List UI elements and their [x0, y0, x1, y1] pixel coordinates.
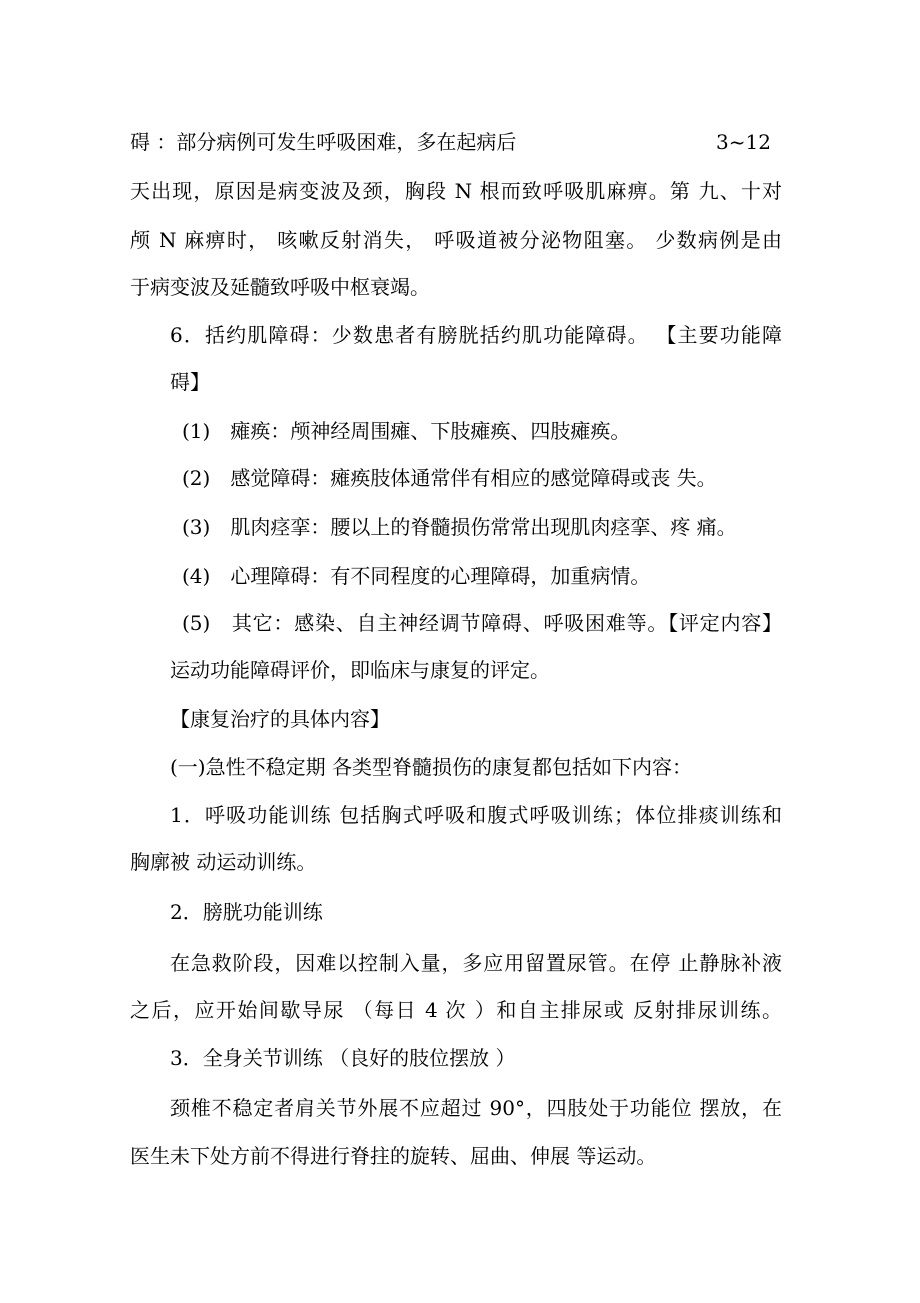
- assessment-text: 运动功能障碍评价，即临床与康复的评定。: [170, 658, 550, 682]
- acute-phase-line: (一)急性不稳定期 各类型脊髓损伤的康复都包括如下内容：: [170, 755, 692, 779]
- section-heading: 【康复治疗的具体内容】: [170, 707, 390, 731]
- list-item-3: 3．全身关节训练 （良好的肢位摆放 ）: [170, 1046, 516, 1070]
- paragraph-line: 于病变波及延髓致呼吸中枢衰竭。: [130, 275, 430, 299]
- sub-item-3: (3) 肌肉痉挛：腰以上的脊髓损伤常常出现肌肉痉挛、疼 痛。: [182, 515, 737, 539]
- list-item-6: 6．括约肌障碍：少数患者有膀胱括约肌功能障碍。 【主要功能障: [170, 323, 782, 347]
- sub-item-1: (1) 瘫痪：颅神经周围瘫、下肢瘫痪、四肢瘫痪。: [182, 419, 631, 443]
- paragraph-line: 颈椎不稳定者肩关节外展不应超过 90°，四肢处于功能位 摆放，在: [170, 1096, 782, 1120]
- list-item-6-continuation: 碍】: [170, 370, 210, 394]
- paragraph-line: 碍 ：部分病例可发生呼吸困难，多在起病后: [130, 130, 517, 154]
- sub-item-4: (4) 心理障碍：有不同程度的心理障碍，加重病情。: [182, 564, 651, 588]
- paragraph-line-number: 3~12: [716, 130, 771, 154]
- paragraph-line: 之后，应开始间歇导尿 （每日 4 次 ）和自主排尿或 反射排尿训练。: [130, 998, 782, 1022]
- list-item-2: 2．膀胱功能训练: [170, 900, 323, 924]
- list-item-1: 1．呼吸功能训练 包括胸式呼吸和腹式呼吸训练；体位排痰训练和: [170, 803, 782, 827]
- paragraph-line: 天出现，原因是病变波及颈，胸段 N 根而致呼吸肌麻痹。第 九、十对: [130, 179, 782, 203]
- list-item-1-continuation: 胸廓被 动运动训练。: [130, 850, 317, 874]
- paragraph-line: 医生未下处方前不得进行脊拄的旋转、屈曲、伸展 等运动。: [130, 1144, 657, 1168]
- paragraph-line: 在急救阶段，因难以控制入量，多应用留置尿管。在停 止静脉补液: [170, 951, 782, 975]
- sub-item-2: (2) 感觉障碍：瘫痪肢体通常伴有相应的感觉障碍或丧 失。: [182, 466, 717, 490]
- sub-item-5: (5) 其它：感染、自主神经调节障碍、呼吸困难等。【评定内容】: [182, 611, 782, 635]
- paragraph-line: 颅 N 麻痹时， 咳嗽反射消失， 呼吸道被分泌物阻塞。 少数病例是由: [130, 228, 782, 252]
